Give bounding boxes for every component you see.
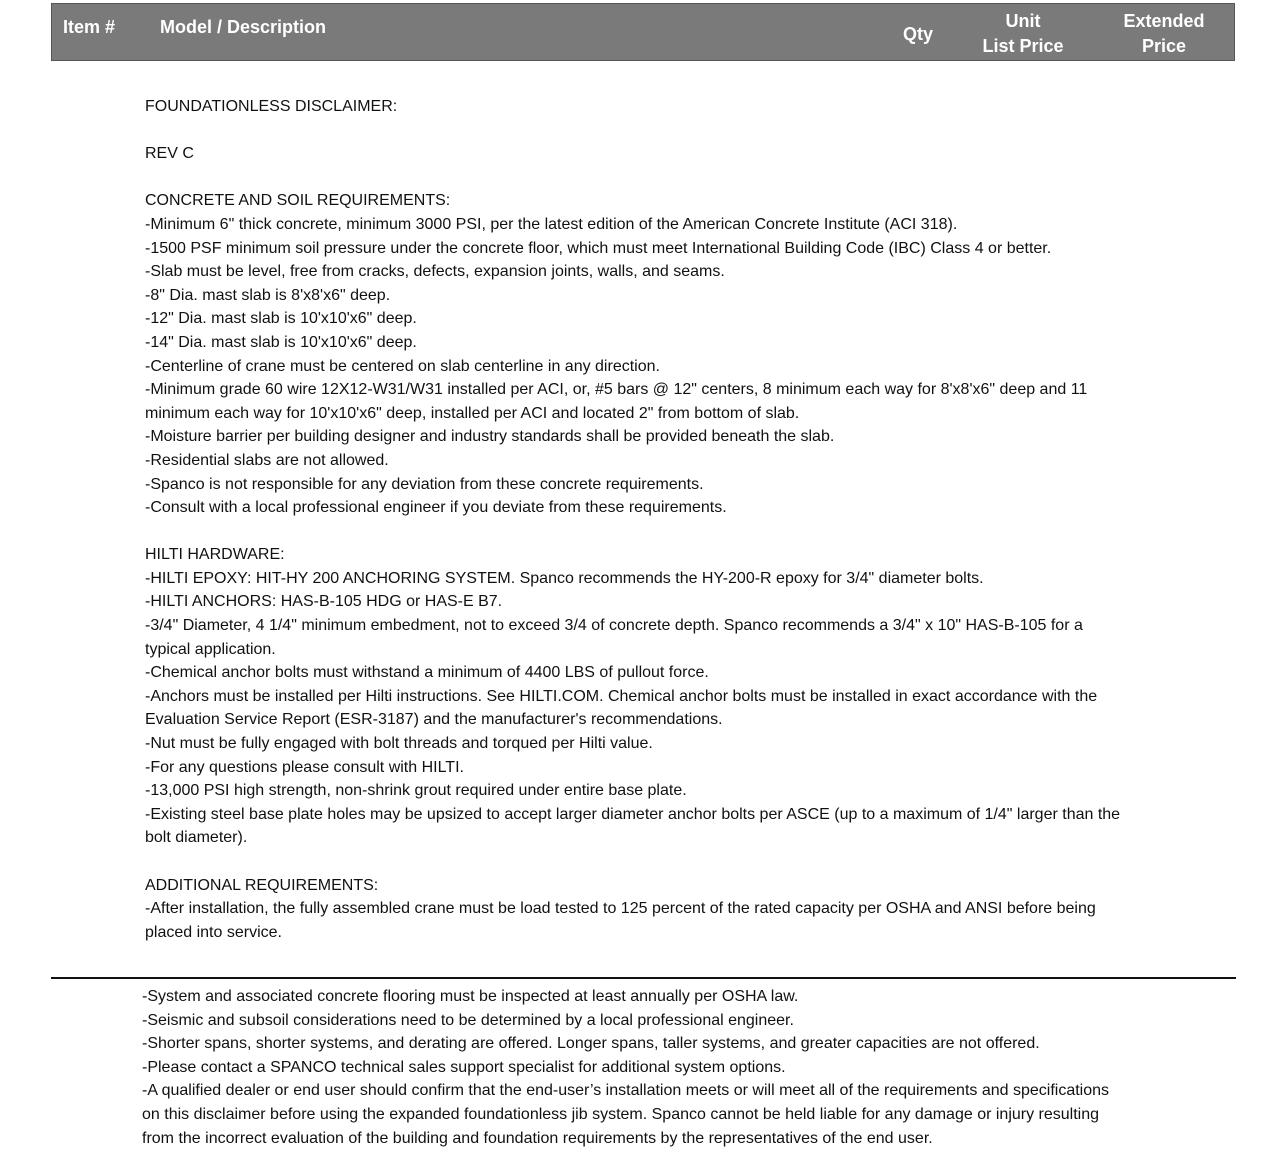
spacer [145, 850, 1130, 874]
hilti-item: -For any questions please consult with HILTI. [145, 758, 464, 776]
hilti-item: -Existing steel base plate holes may be upsized to accept larger diameter anchor bolts per ASCE (up to a maximum of 1/4" larger than the bolt diameter). [145, 805, 1121, 847]
continued-item: -Seismic and subsoil considerations need to be determined by a local professional engineer. [142, 1011, 794, 1029]
concrete-item: -1500 PSF minimum soil pressure under the concrete floor, which must meet International Building Code (IBC) Class 4 or better. [145, 239, 1052, 257]
section-divider [51, 977, 1236, 979]
concrete-item: -Residential slabs are not allowed. [145, 451, 389, 469]
continued-requirements [142, 985, 1127, 1150]
header-item-number: Item # [63, 17, 116, 37]
concrete-item: -Slab must be level, free from cracks, defects, expansion joints, walls, and seams. [145, 263, 725, 281]
hilti-item: -13,000 PSI high strength, non-shrink grout required under entire base plate. [145, 782, 687, 800]
revision-label: REV C [145, 145, 194, 163]
concrete-item: -Minimum grade 60 wire 12X12-W31/W31 installed per ACI, or, #5 bars @ 12" centers, 8 minimum each way for 8'x8'x6" deep and 11 minimum each way for 10'x10'x6" deep, installed per ACI and located 2" from bottom of slab. [145, 381, 1088, 422]
concrete-item: -Spanco is not responsible for any deviation from these concrete requirements. [145, 475, 704, 493]
hilti-item: -3/4" Diameter, 4 1/4" minimum embedment, not to exceed 3/4 of concrete depth. Spanco recommends a 3/4" x 10" HAS-B-105 for a typical application. [145, 617, 1083, 658]
concrete-item: -14" Dia. mast slab is 10'x10'x6" deep. [145, 333, 417, 351]
hilti-item: -Anchors must be installed per Hilti instructions. See HILTI.COM. Chemical anchor bolts must be installed in exact accordance with the Evaluation Service Report (ESR-3187) and the manufacturer's recommendations. [145, 687, 1098, 729]
header-unit-list-price [963, 9, 1083, 59]
header-model-description: Model / Description [160, 17, 327, 37]
hilti-item: -HILTI ANCHORS: HAS-B-105 HDG or HAS-E B7. [145, 593, 503, 611]
hilti-item: -Chemical anchor bolts must withstand a minimum of 4400 LBS of pullout force. [145, 664, 709, 682]
spacer [145, 520, 1130, 544]
header-ext-line1: Extended [1123, 11, 1205, 31]
header-unit-line1: Unit [1005, 11, 1041, 31]
concrete-item: -12" Dia. mast slab is 10'x10'x6" deep. [145, 310, 417, 328]
spacer [145, 119, 1130, 143]
hilti-item: -HILTI EPOXY: HIT-HY 200 ANCHORING SYSTEM. Spanco recommends the HY-200-R epoxy for 3/4" diameter bolts. [145, 569, 984, 587]
spacer [145, 166, 1130, 190]
continued-item: -A qualified dealer or end user should confirm that the end-user’s installation meets or will meet all of the requirements and specifications on this disclaimer before using the expanded foundationless jib system. Spanco cannot be held liable for any damage or injury resulting from the incorrect evaluation of the building and foundation requirements by the representatives of the end user. [142, 1082, 1110, 1147]
concrete-item: -Centerline of crane must be centered on slab centerline in any direction. [145, 357, 660, 375]
concrete-item: -8" Dia. mast slab is 8'x8'x6" deep. [145, 286, 391, 304]
concrete-item: -Minimum 6" thick concrete, minimum 3000 PSI, per the latest edition of the American Concrete Institute (ACI 318). [145, 215, 958, 233]
continued-item: -Please contact a SPANCO technical sales support specialist for additional system options. [142, 1058, 786, 1076]
concrete-heading: CONCRETE AND SOIL REQUIREMENTS: [145, 192, 451, 210]
document-title: FOUNDATIONLESS DISCLAIMER: [145, 98, 398, 115]
additional-item: -After installation, the fully assembled crane must be load tested to 125 percent of the rated capacity per OSHA and ANSI before being placed into service. [145, 900, 1096, 941]
additional-heading: ADDITIONAL REQUIREMENTS: [145, 876, 379, 894]
header-extended-price [1104, 9, 1224, 59]
table-header [51, 3, 1235, 61]
continued-item: -System and associated concrete flooring must be inspected at least annually per OSHA law. [142, 988, 799, 1005]
header-unit-line2: List Price [982, 36, 1064, 56]
header-qty: Qty [903, 24, 934, 44]
hilti-heading: HILTI HARDWARE: [145, 546, 285, 564]
disclaimer-body [145, 95, 1130, 944]
hilti-item: -Nut must be fully engaged with bolt threads and torqued per Hilti value. [145, 735, 653, 753]
concrete-item: -Consult with a local professional engineer if you deviate from these requirements. [145, 499, 727, 517]
continued-item: -Shorter spans, shorter systems, and derating are offered. Longer spans, taller systems, and greater capacities are not offered. [142, 1035, 1040, 1053]
concrete-item: -Moisture barrier per building designer and industry standards shall be provided beneath the slab. [145, 428, 835, 446]
header-ext-line2: Price [1141, 36, 1187, 56]
